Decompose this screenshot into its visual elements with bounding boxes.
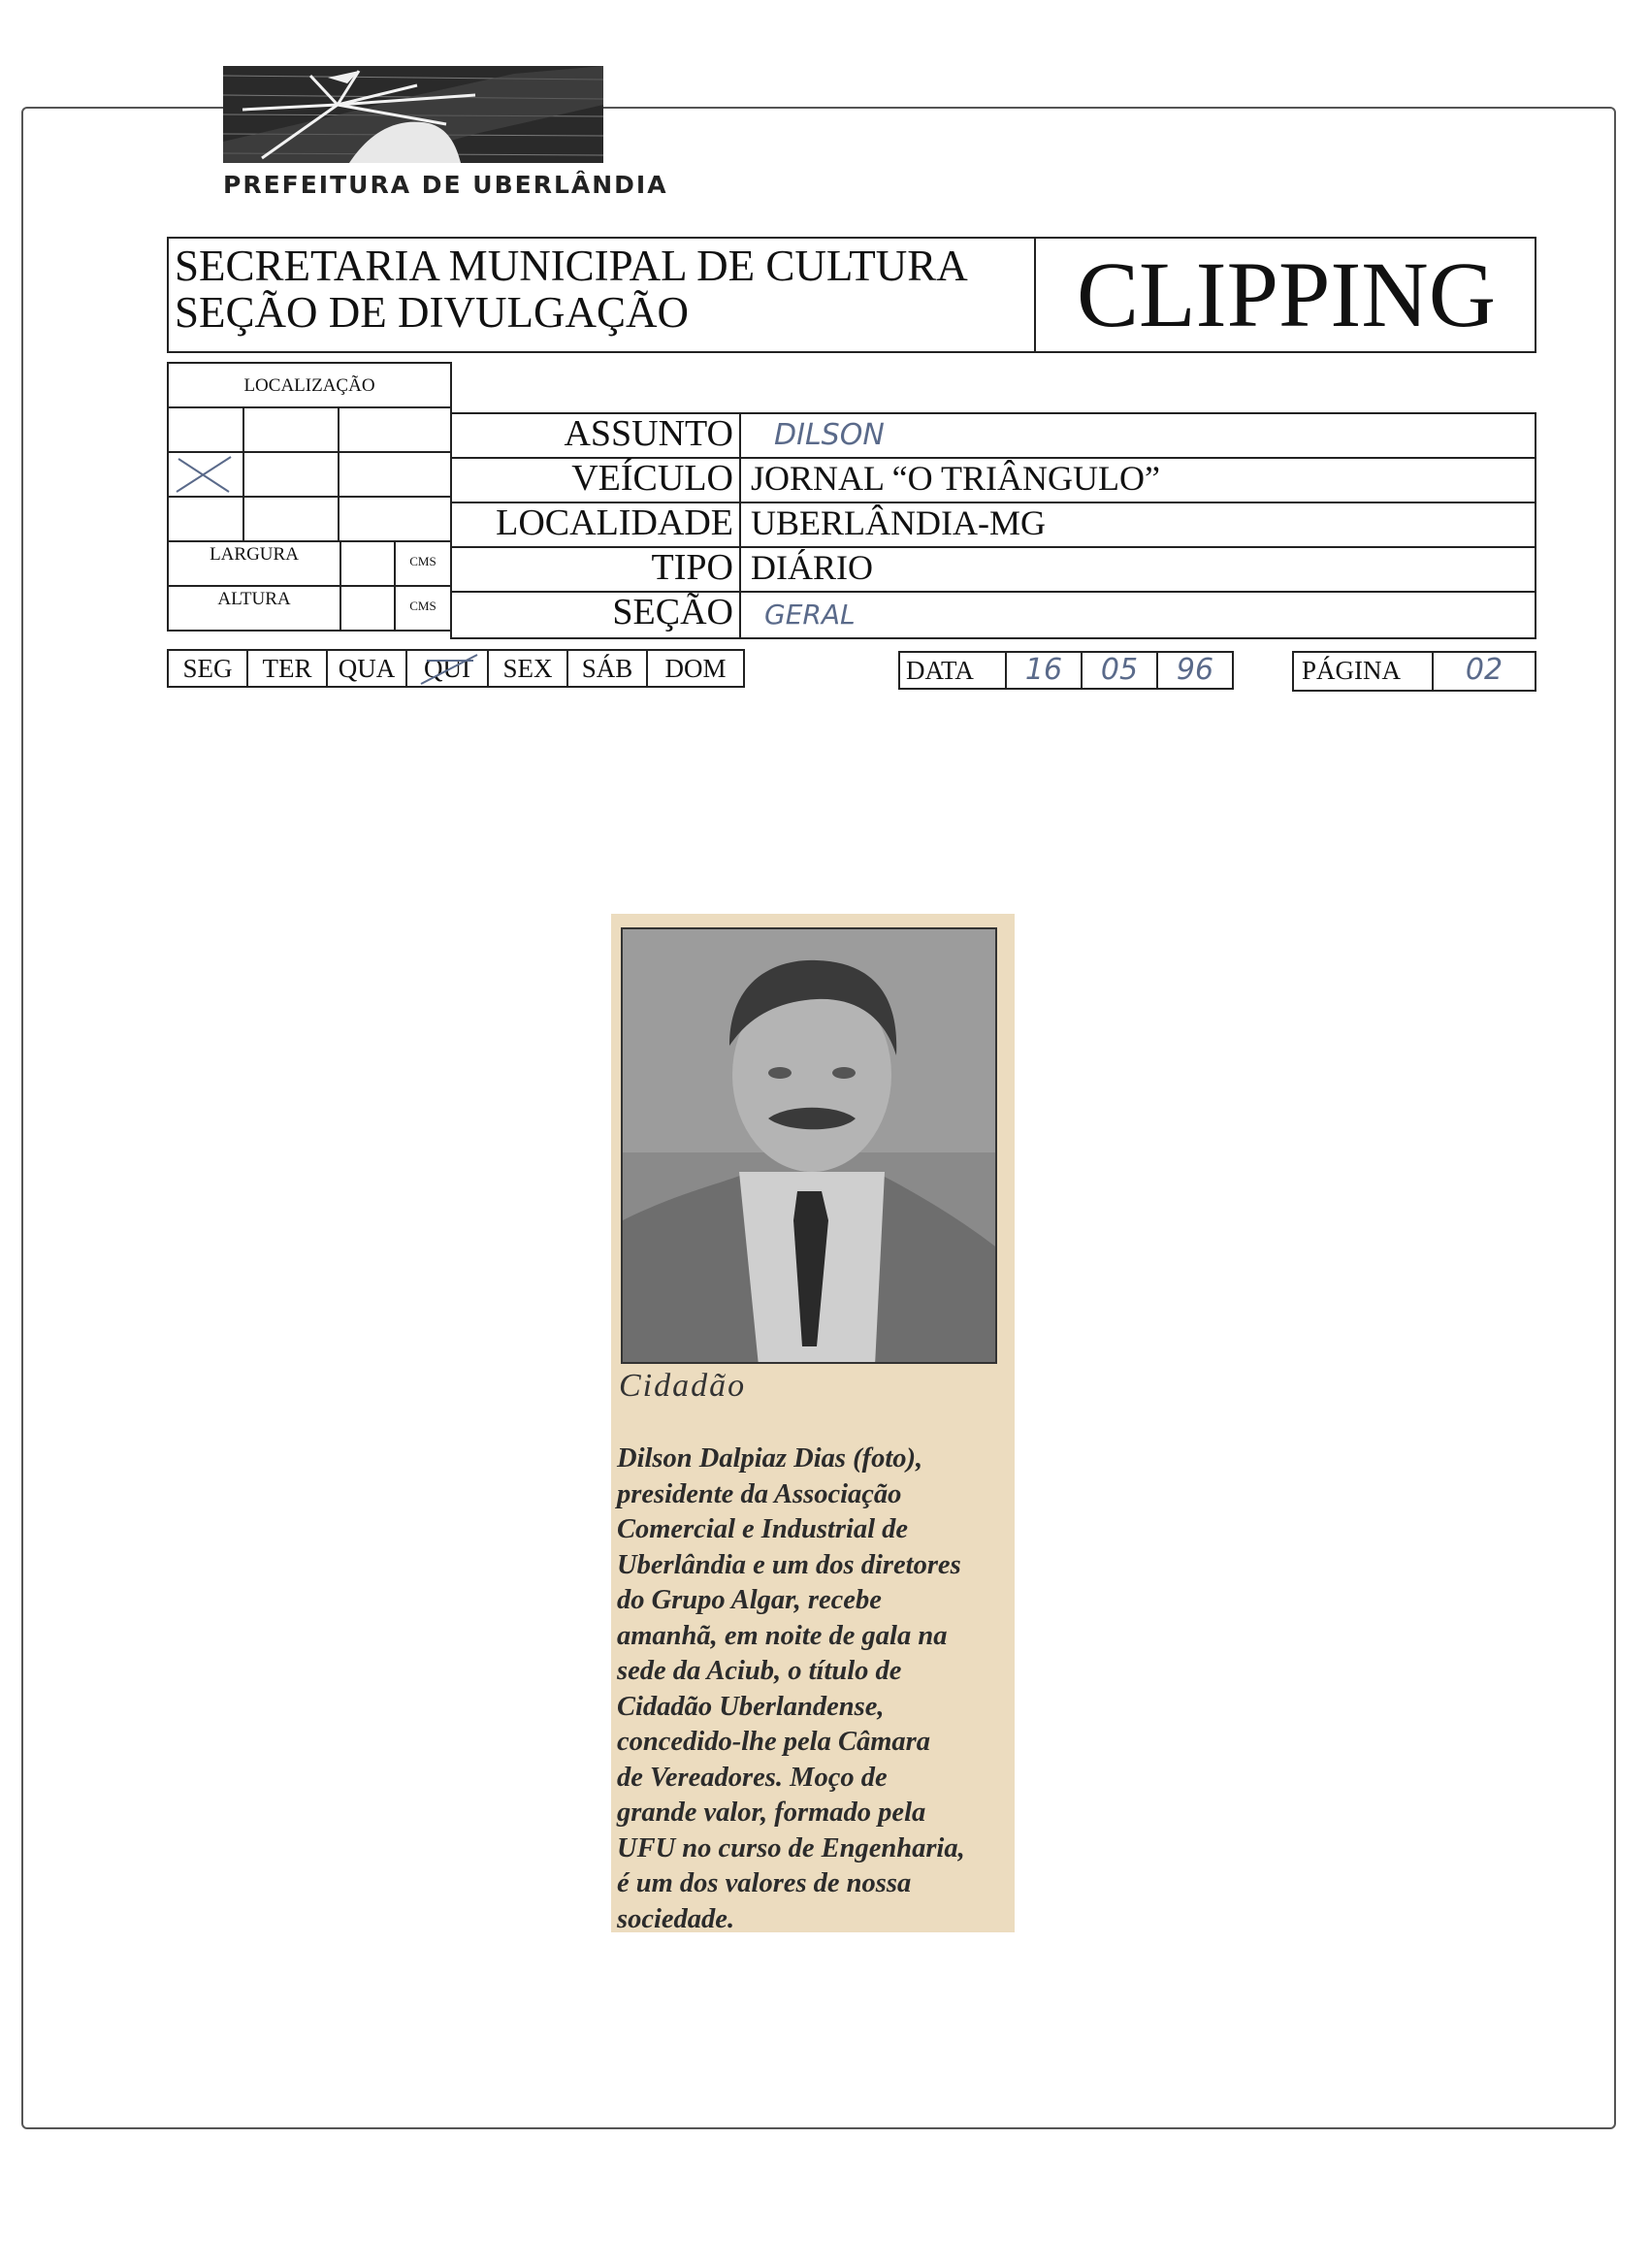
veiculo-label: VEÍCULO <box>571 458 733 499</box>
weekday-sab: SÁB <box>566 649 648 688</box>
loc-cell-2-3 <box>338 451 452 498</box>
altura-unit: CMS <box>409 599 436 613</box>
page-label: PÁGINA <box>1292 651 1434 692</box>
localizacao-header <box>167 362 452 408</box>
loc-cell-3-3 <box>338 496 452 542</box>
weekday-qui <box>405 649 489 688</box>
loc-cell-3-1 <box>167 496 244 542</box>
page-value: 02 <box>1432 651 1536 692</box>
date-month: 05 <box>1081 651 1158 690</box>
clipping-title: CLIPPING <box>1076 243 1497 346</box>
weekday-ter: TER <box>246 649 328 688</box>
localidade-label: LOCALIDADE <box>496 502 733 543</box>
portrait-photo-icon <box>623 929 997 1364</box>
article-body: Dilson Dalpiaz Dias (foto), presidente da Associação Comercial e Industrial de Uberlândia e um dos diretores do Grupo Algar, recebe amanhã, em noite de gala na sede da Aciub, o título de Cidadão Uberlandense, concedido-lhe pela Câmara de Vereadores. Moço de grande valor, formado pela UFU no curso de Engenharia, é um dos valores de nossa sociedade. <box>617 1443 965 1934</box>
largura-value-cell <box>340 540 396 587</box>
loc-cell-3-2 <box>242 496 340 542</box>
largura-label-cell <box>167 540 341 587</box>
loc-cell-1-2 <box>242 406 340 453</box>
section-title: SEÇÃO DE DIVULGAÇÃO <box>175 288 689 337</box>
altura-label: ALTURA <box>217 589 291 609</box>
weekday-qui-label: QUI <box>424 654 470 683</box>
loc-cell-1-3 <box>338 406 452 453</box>
date-year: 96 <box>1156 651 1234 690</box>
altura-label-cell <box>167 585 341 632</box>
portrait-photo <box>621 927 997 1364</box>
assunto-label: ASSUNTO <box>564 413 733 454</box>
loc-cell-1-1 <box>167 406 244 453</box>
secao-label: SEÇÃO <box>612 592 733 632</box>
largura-unit-cell <box>394 540 452 587</box>
weekday-dom: DOM <box>646 649 745 688</box>
newspaper-clipping <box>611 914 1015 1932</box>
date-label: DATA <box>898 651 1007 690</box>
localizacao-label: LOCALIZAÇÃO <box>243 375 375 396</box>
logo <box>223 66 668 199</box>
weekday-seg: SEG <box>167 649 248 688</box>
logo-text: PREFEITURA DE UBERLÂNDIA <box>223 171 668 199</box>
weekday-sex: SEX <box>487 649 568 688</box>
veiculo-value: JORNAL “O TRIÂNGULO” <box>751 459 1160 498</box>
logo-emblem-icon <box>223 66 603 163</box>
column-divider <box>739 412 741 639</box>
localidade-value: UBERLÂNDIA-MG <box>751 503 1046 542</box>
weekday-qua: QUA <box>326 649 407 688</box>
loc-cell-2-2 <box>242 451 340 498</box>
tipo-value: DIÁRIO <box>751 548 873 587</box>
department-title: SECRETARIA MUNICIPAL DE CULTURA <box>175 242 968 290</box>
secao-value: GERAL <box>764 599 856 631</box>
assunto-value: DILSON <box>774 418 885 452</box>
strike-mark-icon <box>413 651 485 688</box>
date-day: 16 <box>1005 651 1083 690</box>
largura-label: LARGURA <box>210 544 299 565</box>
largura-unit: CMS <box>409 554 436 568</box>
tipo-label: TIPO <box>651 547 733 588</box>
altura-value-cell <box>340 585 396 632</box>
altura-unit-cell <box>394 585 452 632</box>
article-title: Cidadão <box>619 1368 747 1404</box>
loc-cell-2-1 <box>167 451 244 498</box>
x-mark-icon <box>169 453 242 496</box>
